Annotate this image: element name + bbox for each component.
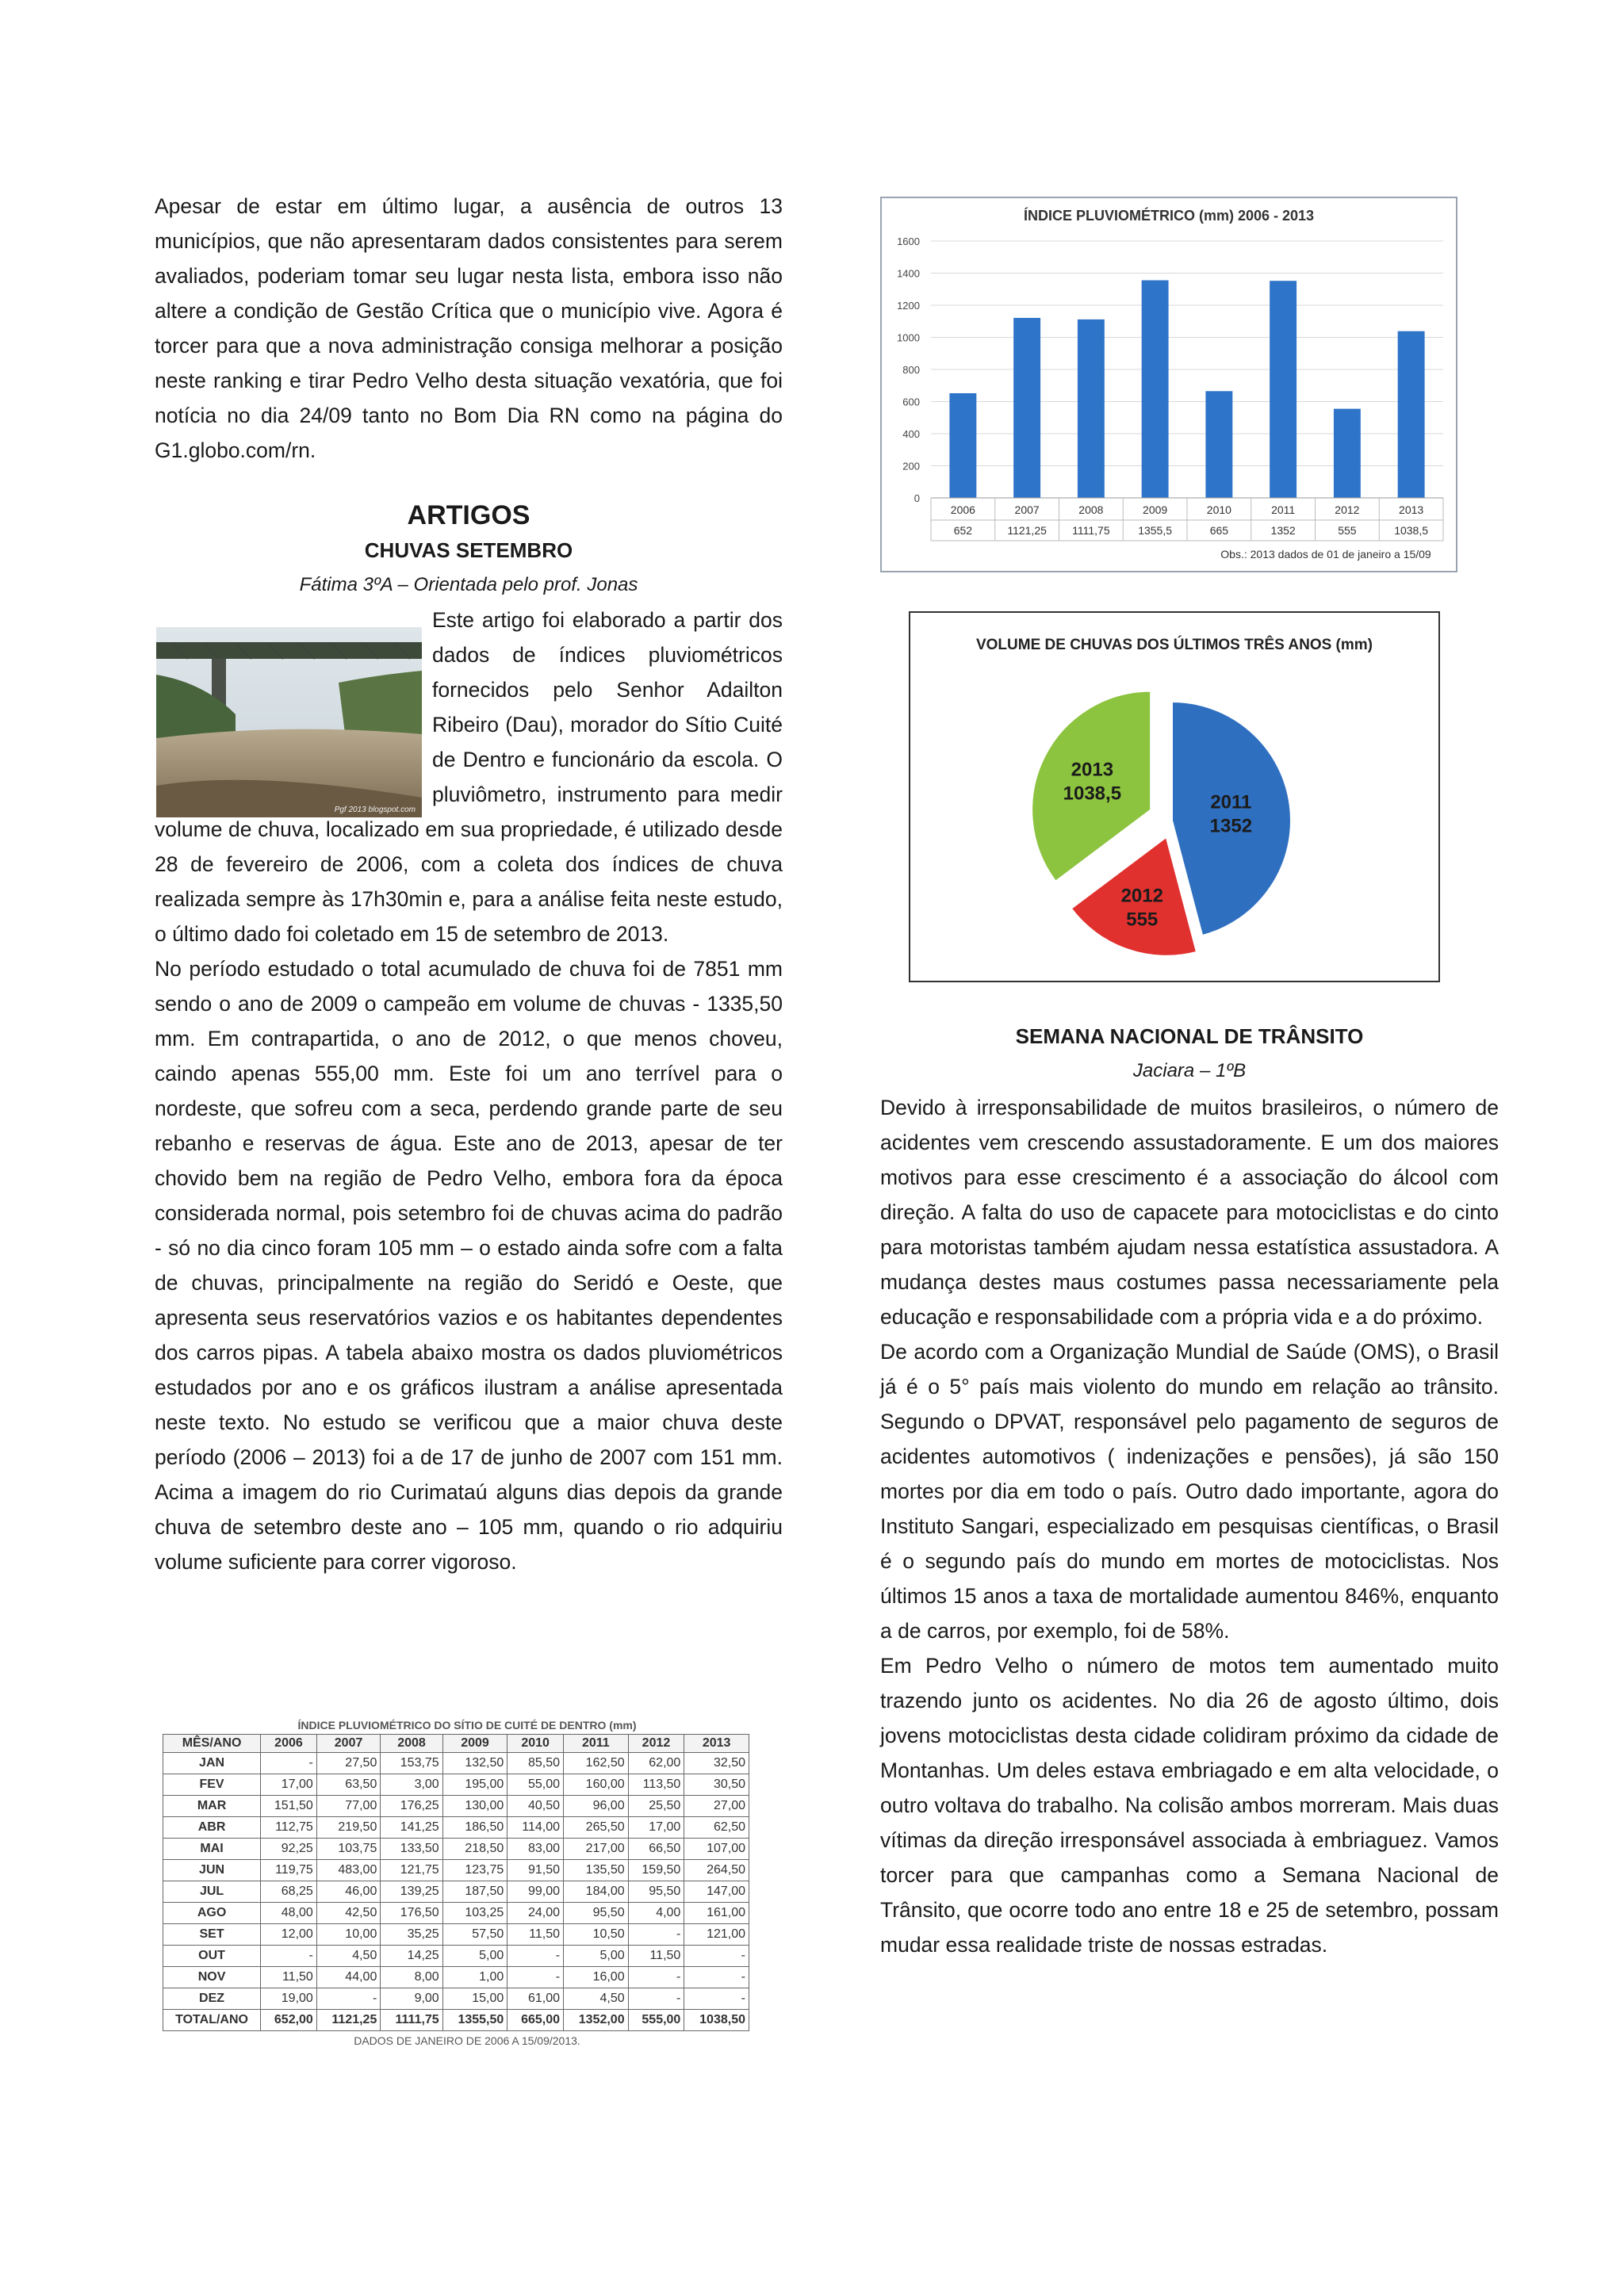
table-cell: 15,00 [442,1988,508,2010]
table-cell: 1352,00 [564,2010,629,2031]
bar-data-label: 1038,5 [1394,524,1429,537]
table-cell: 1355,50 [442,2010,508,2031]
right-column [880,1019,1499,1962]
table-cell: - [628,1924,684,1946]
table-cell: 14,25 [381,1946,442,1967]
traffic-article-title: SEMANA NACIONAL DE TRÂNSITO [1015,1024,1364,1048]
table-cell: - [684,1946,749,1967]
bar-x-tick-label: 2010 [1206,503,1231,516]
table-cell: TOTAL/ANO [163,2010,261,2031]
table-cell: 83,00 [508,1839,564,1860]
table-row [163,1839,749,1860]
table-cell: 17,00 [261,1774,317,1796]
pie-slice-value-label: 555 [1126,909,1159,931]
table-cell: 61,00 [508,1988,564,2010]
rainfall-table [163,1734,749,2031]
table-cell: 12,00 [261,1924,317,1946]
bar [1205,391,1232,498]
bar [1078,320,1105,498]
bar-y-tick-label: 1600 [897,235,920,247]
table-cell: 130,00 [442,1796,508,1817]
table-cell: 123,75 [442,1860,508,1881]
table-cell: 161,00 [684,1903,749,1924]
table-cell: 92,25 [261,1839,317,1860]
table-cell: JUL [163,1881,261,1903]
bar [1142,281,1169,498]
table-header-cell: 2011 [564,1735,629,1753]
table-cell: 27,00 [684,1796,749,1817]
article-title: CHUVAS SETEMBRO [364,538,573,562]
bar-y-tick-label: 1000 [897,331,920,344]
pie-chart-title: VOLUME DE CHUVAS DOS ÚLTIMOS TRÊS ANOS (mm) [975,637,1373,653]
table-cell: 483,00 [316,1860,381,1881]
table-cell: 147,00 [684,1881,749,1903]
table-cell: NOV [163,1967,261,1988]
table-cell: 121,75 [381,1860,442,1881]
table-row [163,1860,749,1881]
table-row [163,1967,749,1988]
pie-slice-value-label: 1352 [1209,815,1253,837]
section-title: ARTIGOS [407,500,530,530]
table-cell: 107,00 [684,1839,749,1860]
table-cell: OUT [163,1946,261,1967]
table-row [163,1903,749,1924]
table-cell: 218,50 [442,1839,508,1860]
table-cell: 264,50 [684,1860,749,1881]
bar-y-tick-label: 800 [902,364,920,376]
table-cell: 555,00 [628,2010,684,2031]
table-cell: 27,50 [316,1753,381,1774]
rainfall-table-figure [159,1716,775,2085]
bar [949,393,976,498]
table-cell: 5,00 [564,1946,629,1967]
table-row [163,1817,749,1839]
bar-data-label: 1355,5 [1138,524,1173,537]
table-cell: - [261,1946,317,1967]
table-cell: 11,50 [261,1967,317,1988]
table-cell: 68,25 [261,1881,317,1903]
table-cell: 85,50 [508,1753,564,1774]
table-cell: 55,00 [508,1774,564,1796]
bar-x-tick-label: 2009 [1143,503,1168,516]
table-row [163,1796,749,1817]
table-cell: 62,00 [628,1753,684,1774]
table-cell: 159,50 [628,1860,684,1881]
table-cell: 1121,25 [316,2010,381,2031]
table-cell: 57,50 [442,1924,508,1946]
table-cell: MAI [163,1839,261,1860]
table-cell: 1,00 [442,1967,508,1988]
table-header-cell: 2012 [628,1735,684,1753]
table-cell: 176,25 [381,1796,442,1817]
table-cell: 4,00 [628,1903,684,1924]
bar-y-tick-label: 1400 [897,267,920,280]
bar [1398,331,1425,498]
bar-x-tick-label: 2006 [950,503,975,516]
table-cell: 46,00 [316,1881,381,1903]
table-cell: 3,00 [381,1774,442,1796]
bar-y-tick-label: 1200 [897,300,920,312]
bar-data-label: 1352 [1270,524,1296,537]
table-cell: 160,00 [564,1774,629,1796]
table-cell: 66,50 [628,1839,684,1860]
table-cell: 1038,50 [684,2010,749,2031]
article-paragraph-1: Este artigo foi elaborado a partir dos dados de índices pluviométricos fornecidos pelo Senhor Adailton Ribeiro (Dau), morador do Sítio Cuité de Dentro e funcionário da escola. O pluviômetro, instrumento para medir volume de chuva, localizado em sua propriedade, é utilizado desde 28 de fevereiro de 2006, com a coleta dos índices de chuva realizada sempre às 17h30min e, para a análise feita neste estudo, o último dado foi coletado em 15 de setembro de 2013. [155,608,783,946]
table-cell: 95,50 [628,1881,684,1903]
table-cell: - [508,1946,564,1967]
table-cell: - [628,1967,684,1988]
table-cell: AGO [163,1903,261,1924]
table-cell: 4,50 [316,1946,381,1967]
table-cell: 121,00 [684,1924,749,1946]
table-header-cell: 2009 [442,1735,508,1753]
table-total-row [163,2010,749,2031]
table-cell: - [628,1988,684,2010]
bar [1270,281,1297,498]
pie-chart [909,611,1440,982]
table-cell: 135,50 [564,1860,629,1881]
bar [1334,409,1361,498]
table-cell: 96,00 [564,1796,629,1817]
bar-chart-title: ÍNDICE PLUVIOMÉTRICO (mm) 2006 - 2013 [1023,208,1315,224]
bar-data-label: 1121,25 [1007,524,1047,537]
table-cell: 62,50 [684,1817,749,1839]
table-header-cell: 2008 [381,1735,442,1753]
table-cell: 48,00 [261,1903,317,1924]
table-cell: 162,50 [564,1753,629,1774]
table-cell: 265,50 [564,1817,629,1839]
table-cell: 40,50 [508,1796,564,1817]
photo-caption: Pgf 2013 blogspot.com [334,806,416,814]
bar [1013,318,1040,498]
table-cell: 195,00 [442,1774,508,1796]
bar-x-tick-label: 2008 [1078,503,1104,516]
table-cell: 77,00 [316,1796,381,1817]
table-cell: 139,25 [381,1881,442,1903]
table-cell: - [508,1967,564,1988]
pie-slice-value-label: 1038,5 [1063,783,1122,805]
table-body [163,1753,749,2031]
table-footnote: DADOS DE JANEIRO DE 2006 A 15/09/2013. [354,2034,580,2047]
table-cell: 217,00 [564,1839,629,1860]
table-cell: 30,50 [684,1774,749,1796]
table-cell: JAN [163,1753,261,1774]
table-cell: 17,00 [628,1817,684,1839]
pie-slice-year-label: 2012 [1120,885,1163,907]
table-cell: 99,00 [508,1881,564,1903]
table-cell: DEZ [163,1988,261,2010]
traffic-paragraph-3: Em Pedro Velho o número de motos tem aumentado muito trazendo junto os acidentes. No dia 26 de agosto último, dois jovens motociclistas desta cidade colidiram próximo da cidade de Montanhas. Um deles estava embriagado e em alta velocidade, o outro voltava do trabalho. Na colisão ambos morreram. Mais duas vítimas da direção irresponsável associada à embriaguez. Vamos torcer para que campanhas como a Semana Nacional de Trânsito, que ocorre todo ano entre 18 e 25 de setembro, possam mudar essa realidade triste de nossas estradas. [880,1654,1499,1957]
table-cell: 63,50 [316,1774,381,1796]
table-header-row [163,1735,749,1753]
table-cell: JUN [163,1860,261,1881]
traffic-paragraph-2: De acordo com a Organização Mundial de Saúde (OMS), o Brasil já é o 5° país mais violento do mundo em relação ao trânsito. Segundo o DPVAT, responsável pelo pagamento de seguros de acidentes automotivos ( indenizações e pensões), já são 150 mortes por dia em todo o país. Outro dado importante, agora do Instituto Sangari, especializado em pesquisas científicas, o Brasil é o segundo país do mundo em mortes de motociclistas. Nos últimos 15 anos a taxa de mortalidade aumentou 846%, enquanto a de carros, por exemplo, foi de 58%. [880,1340,1499,1643]
table-row [163,1988,749,2010]
bar-x-tick-label: 2007 [1014,503,1040,516]
table-cell: ABR [163,1817,261,1839]
table-cell: 141,25 [381,1817,442,1839]
river-photo [156,627,422,817]
table-row [163,1946,749,1967]
table-cell: - [684,1988,749,2010]
table-cell: 186,50 [442,1817,508,1839]
table-title: ÍNDICE PLUVIOMÉTRICO DO SÍTIO DE CUITÉ DE DENTRO (mm) [297,1719,637,1732]
table-row [163,1924,749,1946]
table-cell: 133,50 [381,1839,442,1860]
bar-data-label: 652 [953,524,973,537]
bar-chart-note: Obs.: 2013 dados de 01 de janeiro a 15/09 [1220,548,1431,561]
table-header-cell: 2007 [316,1735,381,1753]
bar-x-tick-label: 2012 [1335,503,1360,516]
table-cell: FEV [163,1774,261,1796]
table-cell: 11,50 [508,1924,564,1946]
bar-data-label: 1111,75 [1072,524,1110,537]
intro-paragraph: Apesar de estar em último lugar, a ausência de outros 13 municípios, que não apresentaram dados consistentes para serem avaliados, poderiam tomar seu lugar nesta lista, embora isso não altere a condição de Gestão Crítica que o município vive. Agora é torcer para que a nova administração consiga melhorar a posição neste ranking e tirar Pedro Velho desta situação vexatória, que foi notícia no dia 24/09 tanto no Bom Dia RN como na página do G1.globo.com/rn. [155,194,783,462]
bar-y-tick-label: 200 [902,460,920,473]
table-cell: 151,50 [261,1796,317,1817]
table-cell: 176,50 [381,1903,442,1924]
table-cell: 91,50 [508,1860,564,1881]
table-header-cell: 2013 [684,1735,749,1753]
table-cell: 103,75 [316,1839,381,1860]
bar-chart [880,197,1457,572]
table-cell: 42,50 [316,1903,381,1924]
bar-x-tick-label: 2013 [1399,503,1424,516]
table-cell: - [316,1988,381,2010]
table-cell: 113,50 [628,1774,684,1796]
table-cell: 10,50 [564,1924,629,1946]
table-cell: 9,00 [381,1988,442,2010]
table-cell: 219,50 [316,1817,381,1839]
table-cell: MAR [163,1796,261,1817]
table-row [163,1881,749,1903]
table-cell: 8,00 [381,1967,442,1988]
table-cell: 24,00 [508,1903,564,1924]
table-cell: - [261,1753,317,1774]
table-cell: 132,50 [442,1753,508,1774]
traffic-article-byline: Jaciara – 1ºB [1132,1060,1247,1081]
table-cell: 25,50 [628,1796,684,1817]
table-cell: 153,75 [381,1753,442,1774]
table-cell: 1111,75 [381,2010,442,2031]
pie-slice-year-label: 2013 [1071,759,1114,781]
bar-y-tick-label: 400 [902,428,920,440]
bar-y-tick-label: 600 [902,396,920,408]
table-cell: - [684,1967,749,1988]
bar-data-label: 555 [1338,524,1357,537]
pie-slice-year-label: 2011 [1210,791,1252,813]
table-row [163,1774,749,1796]
article-paragraph-2: No período estudado o total acumulado de chuva foi de 7851 mm sendo o ano de 2009 o campeão em volume de chuvas - 1335,50 mm. Em contrapartida, o ano de 2012, o que menos choveu, caindo apenas 555,00 mm. Este foi um ano terrível para o nordeste, que sofreu com a seca, perdendo grande parte de seu rebanho e reservas de água. Este ano de 2013, apesar de ter chovido bem na região de Pedro Velho, embora fora da época considerada normal, pois setembro foi de chuvas acima do padrão - só no dia cinco foram 105 mm – o estado ainda sofre com a falta de chuvas, principalmente na região do Seridó e Oeste, que apresenta seus reservatórios vazios e os habitantes dependentes dos carros pipas. A tabela abaixo mostra os dados pluviométricos estudados por ano e os gráficos ilustram a análise apresentada neste texto. No estudo se verificou que a maior chuva deste período (2006 – 2013) foi a de 17 de junho de 2007 com 151 mm. Acima a imagem do rio Curimataú alguns dias depois da grande chuva de setembro deste ano – 105 mm, quando o rio adquiriu volume suficiente para correr vigoroso. [155,957,783,1574]
table-row [163,1753,749,1774]
table-cell: SET [163,1924,261,1946]
table-cell: 32,50 [684,1753,749,1774]
table-cell: 665,00 [508,2010,564,2031]
table-cell: 4,50 [564,1988,629,2010]
table-cell: 184,00 [564,1881,629,1903]
bar-y-tick-label: 0 [914,492,920,504]
table-header-cell: MÊS/ANO [163,1735,261,1753]
table-cell: 114,00 [508,1817,564,1839]
bar-chart-svg [882,198,1456,571]
table-cell: 119,75 [261,1860,317,1881]
table-cell: 35,25 [381,1924,442,1946]
table-cell: 19,00 [261,1988,317,2010]
table-cell: 187,50 [442,1881,508,1903]
table-cell: 16,00 [564,1967,629,1988]
table-cell: 95,50 [564,1903,629,1924]
table-cell: 652,00 [261,2010,317,2031]
table-cell: 44,00 [316,1967,381,1988]
table-header-cell: 2006 [261,1735,317,1753]
table-header-cell: 2010 [508,1735,564,1753]
left-column [155,189,783,1579]
table-cell: 103,25 [442,1903,508,1924]
table-cell: 112,75 [261,1817,317,1839]
table-cell: 10,00 [316,1924,381,1946]
bar-x-tick-label: 2011 [1271,503,1296,516]
traffic-paragraph-1: Devido à irresponsabilidade de muitos brasileiros, o número de acidentes vem crescendo assustadoramente. E um dos maiores motivos para esse crescimento é a associação do álcool com direção. A falta do uso de capacete para motociclistas e do cinto para motoristas também ajudam nessa estatística assustadora. A mudança destes maus costumes passa necessariamente pela educação e responsabilidade com a própria vida e a do próximo. [880,1096,1499,1329]
article-byline: Fátima 3ºA – Orientada pelo prof. Jonas [299,574,638,595]
pie-chart-svg [910,613,1438,981]
bar-data-label: 665 [1209,524,1229,537]
table-cell: 5,00 [442,1946,508,1967]
table-cell: 11,50 [628,1946,684,1967]
